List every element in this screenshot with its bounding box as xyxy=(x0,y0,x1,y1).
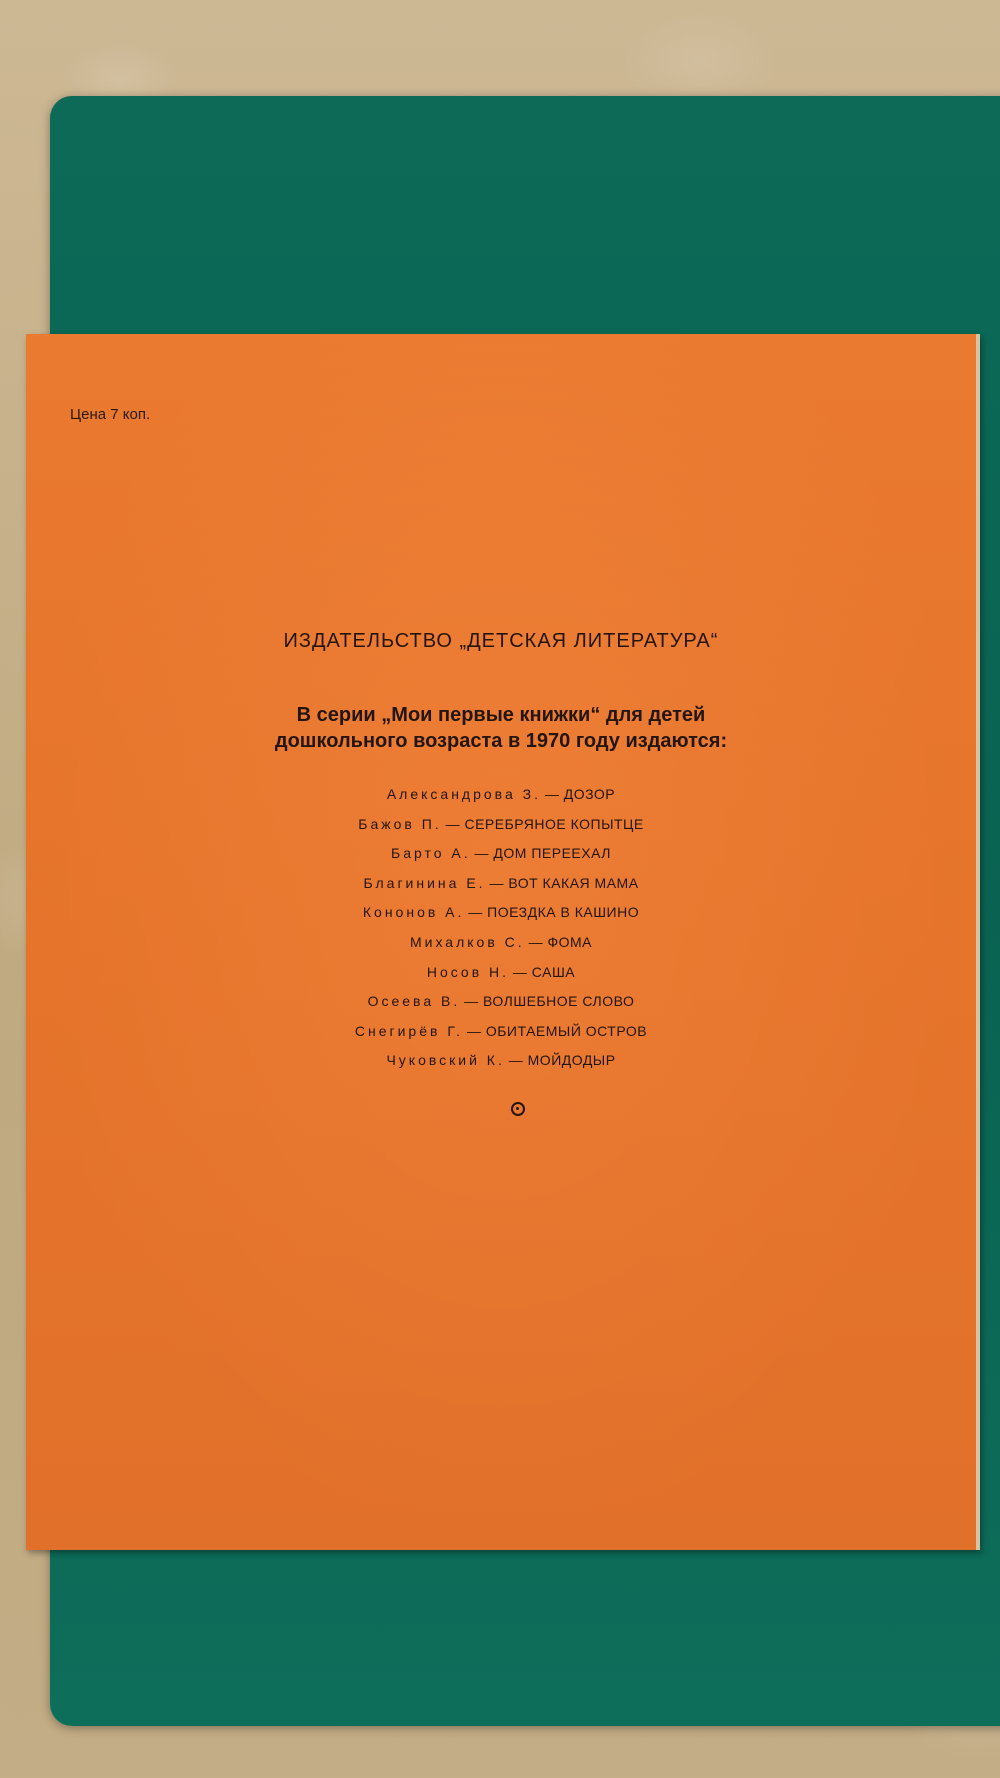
list-item xyxy=(26,958,976,988)
book-title: — ОБИТАЕМЫЙ ОСТРОВ xyxy=(466,1022,648,1039)
book-author: Чуковский К. xyxy=(386,1052,505,1069)
book-author: Снегирёв Г. xyxy=(354,1022,464,1039)
publisher-heading: ИЗДАТЕЛЬСТВО „ДЕТСКАЯ ЛИТЕРАТУРА“ xyxy=(283,630,719,652)
book-list xyxy=(26,780,976,1076)
price-label: Цена 7 коп. xyxy=(70,406,151,423)
book-author: Барто А. xyxy=(391,845,471,862)
series-description xyxy=(26,702,976,754)
list-item xyxy=(26,1046,976,1076)
list-item xyxy=(26,780,976,810)
book-title: — МОЙДОДЫР xyxy=(508,1052,616,1069)
list-item xyxy=(26,928,976,958)
series-line-1: В серии „Мои первые книжки“ для детей xyxy=(296,704,706,726)
book-author: Кононов А. xyxy=(362,904,465,921)
series-line-2: дошкольного возраста в 1970 году издаются: xyxy=(274,730,728,752)
book-author: Благинина Е. xyxy=(363,874,486,891)
list-item xyxy=(26,869,976,899)
book-title: — САША xyxy=(512,963,576,980)
book-title: — ВОТ КАКАЯ МАМА xyxy=(489,874,639,891)
book-back-cover xyxy=(26,334,980,1550)
list-item xyxy=(26,1017,976,1047)
book-title: — ВОЛШЕБНОЕ СЛОВО xyxy=(464,993,635,1010)
book-title: — ПОЕЗДКА В КАШИНО xyxy=(468,904,640,921)
book-title: — СЕРЕБРЯНОЕ КОПЫТЦЕ xyxy=(445,815,644,832)
book-title: — ФОМА xyxy=(528,933,592,950)
book-author: Бажов П. xyxy=(358,815,442,832)
book-author: Михалков С. xyxy=(409,933,525,950)
book-author: Осеева В. xyxy=(367,993,461,1010)
list-item xyxy=(26,987,976,1017)
list-item xyxy=(26,898,976,928)
book-author: Александрова З. xyxy=(386,786,541,802)
book-author: Носов Н. xyxy=(426,963,510,980)
book-title: — ДОЗОР xyxy=(544,786,616,802)
book-title: — ДОМ ПЕРЕЕХАЛ xyxy=(474,845,611,862)
list-item xyxy=(26,839,976,869)
list-item xyxy=(26,810,976,840)
printer-emblem-icon xyxy=(511,1102,525,1116)
